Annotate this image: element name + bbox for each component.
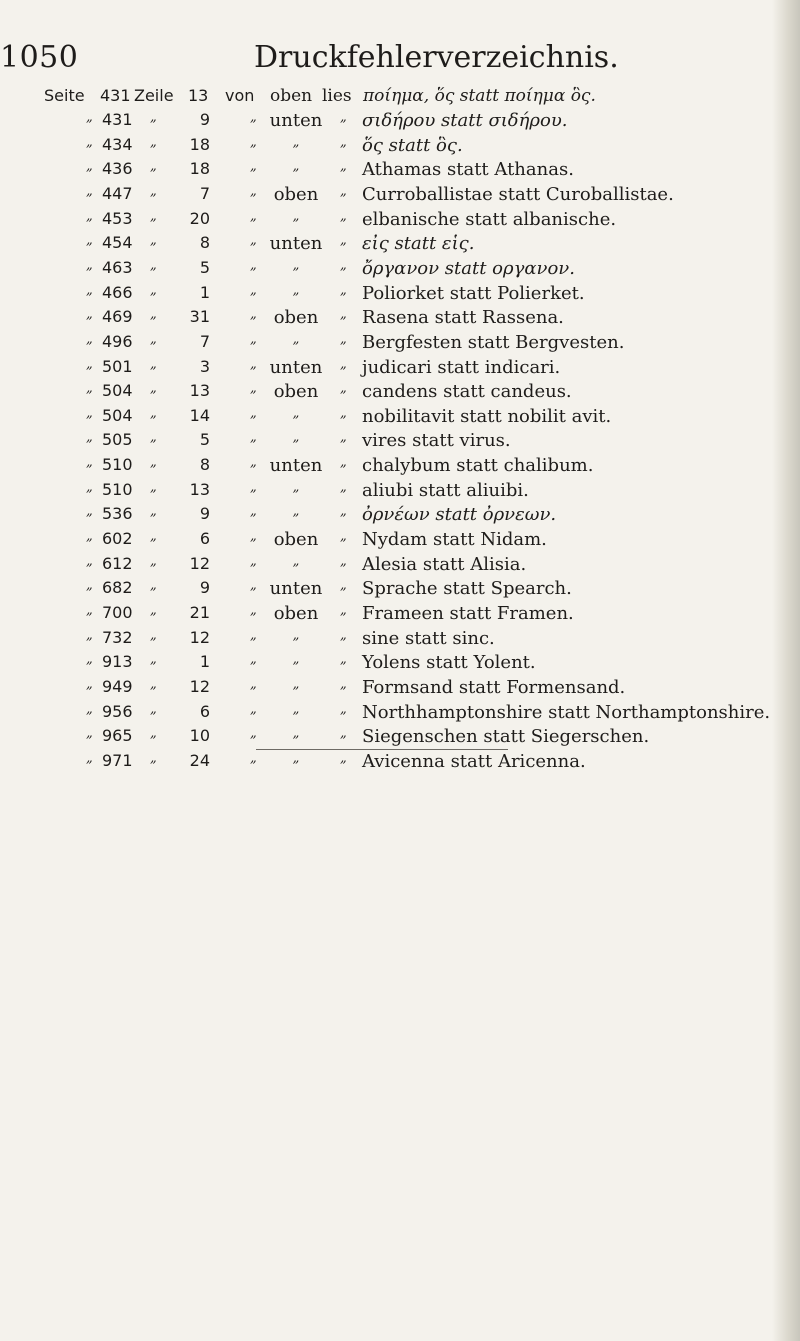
ditto-lies: „ (340, 110, 347, 125)
row-page: 971 (102, 750, 133, 770)
errata-row (0, 357, 800, 381)
ditto-zeile: „ (150, 455, 157, 471)
row-page: 536 (102, 504, 133, 524)
ditto-von: „ (250, 282, 257, 298)
row-correction: Avicenna statt Aricenna. (362, 750, 586, 772)
ditto-lies: „ (340, 603, 347, 618)
row-position: „ (292, 627, 300, 643)
ditto-lies: „ (340, 750, 347, 766)
row-page: 447 (102, 183, 133, 203)
ditto-zeile: „ (150, 430, 157, 446)
row-line: 18 (189, 159, 210, 179)
ditto-von: „ (250, 110, 257, 125)
row-line: 5 (199, 257, 210, 277)
row-page: 956 (102, 701, 133, 721)
row-correction: Northhamptonshire statt Northamptonshire. (362, 701, 771, 723)
ditto-zeile: „ (150, 208, 157, 224)
ditto-zeile: „ (150, 627, 157, 643)
ditto-seite: „ (86, 159, 93, 175)
header-von: von (225, 86, 255, 105)
running-title: Druckfehlerverzeichnis. (254, 40, 619, 75)
row-line: 12 (189, 676, 210, 696)
errata-row (0, 381, 800, 405)
row-position: oben (273, 603, 319, 624)
row-position: „ (292, 405, 300, 421)
ditto-lies: „ (340, 726, 347, 742)
row-page: 732 (102, 627, 133, 647)
row-position: „ (292, 701, 300, 717)
row-position: „ (292, 504, 300, 520)
ditto-seite: „ (86, 110, 93, 125)
header-zeile-number: 13 (188, 86, 209, 105)
errata-row (0, 628, 800, 652)
ditto-lies: „ (340, 331, 347, 347)
ditto-seite: „ (86, 750, 93, 766)
ditto-von: „ (250, 479, 257, 495)
row-page: 453 (102, 208, 133, 228)
header-zeile: Zeile (134, 86, 174, 105)
row-line: 1 (199, 652, 210, 672)
errata-row (0, 702, 800, 726)
ditto-zeile: „ (150, 701, 157, 717)
ditto-lies: „ (340, 701, 347, 717)
end-rule (256, 749, 508, 750)
errata-row (0, 233, 800, 257)
ditto-seite: „ (86, 134, 93, 150)
errata-row (0, 184, 800, 208)
row-page: 469 (102, 307, 133, 327)
row-page: 501 (102, 356, 133, 376)
row-position: unten (269, 455, 323, 477)
errata-row (0, 110, 800, 134)
ditto-zeile: „ (150, 159, 157, 175)
row-line: 7 (199, 183, 210, 203)
ditto-von: „ (250, 405, 257, 421)
table-header-row (0, 86, 800, 110)
row-page: 431 (102, 110, 133, 129)
row-position: „ (292, 553, 300, 569)
ditto-seite: „ (86, 381, 93, 397)
row-correction: judicari statt indicari. (362, 356, 561, 378)
row-line: 20 (189, 208, 210, 228)
row-correction: Frameen statt Framen. (362, 603, 574, 624)
ditto-seite: „ (86, 603, 93, 618)
row-page: 466 (102, 282, 133, 302)
ditto-von: „ (250, 726, 257, 742)
row-line: 7 (199, 331, 210, 351)
ditto-zeile: „ (150, 381, 157, 397)
ditto-lies: „ (340, 356, 347, 372)
row-line: 13 (189, 381, 210, 401)
errata-row (0, 159, 800, 183)
row-correction: Siegenschen statt Siegerschen. (362, 726, 650, 748)
ditto-von: „ (250, 430, 257, 446)
row-page: 612 (102, 553, 133, 573)
errata-row (0, 726, 800, 750)
ditto-von: „ (250, 257, 257, 273)
ditto-seite: „ (86, 405, 93, 421)
ditto-zeile: „ (150, 578, 157, 594)
ditto-von: „ (250, 652, 257, 668)
ditto-zeile: „ (150, 282, 157, 298)
row-position: unten (269, 110, 323, 131)
ditto-seite: „ (86, 701, 93, 717)
row-line: 8 (199, 233, 210, 253)
row-correction: Rasena statt Rassena. (362, 307, 564, 329)
ditto-von: „ (250, 331, 257, 347)
errata-row (0, 480, 800, 504)
ditto-von: „ (250, 307, 257, 323)
ditto-lies: „ (340, 578, 347, 594)
row-page: 700 (102, 603, 133, 622)
row-line: 9 (199, 110, 210, 129)
header-seite: Seite (44, 86, 85, 105)
ditto-lies: „ (340, 134, 347, 150)
errata-row (0, 307, 800, 331)
row-correction: Athamas statt Athanas. (362, 159, 574, 181)
errata-row (0, 652, 800, 676)
ditto-lies: „ (340, 627, 347, 643)
ditto-seite: „ (86, 652, 93, 668)
row-position: „ (292, 750, 300, 766)
row-page: 504 (102, 381, 133, 401)
row-page: 505 (102, 430, 133, 450)
row-page: 504 (102, 405, 133, 425)
errata-row (0, 504, 800, 528)
ditto-seite: „ (86, 208, 93, 224)
row-position: oben (273, 381, 319, 403)
row-position: „ (292, 479, 300, 495)
row-page: 682 (102, 578, 133, 598)
ditto-von: „ (250, 183, 257, 199)
ditto-von: „ (250, 208, 257, 224)
row-line: 6 (199, 529, 210, 549)
errata-row (0, 603, 800, 627)
ditto-seite: „ (86, 307, 93, 323)
ditto-zeile: „ (150, 676, 157, 692)
ditto-zeile: „ (150, 553, 157, 569)
row-correction: Alesia statt Alisia. (362, 553, 527, 575)
ditto-lies: „ (340, 455, 347, 471)
ditto-seite: „ (86, 430, 93, 446)
ditto-seite: „ (86, 627, 93, 643)
row-position: oben (273, 529, 319, 551)
ditto-von: „ (250, 578, 257, 594)
row-correction: Formsand statt Formensand. (362, 676, 626, 698)
ditto-zeile: „ (150, 331, 157, 347)
header-seite-number: 431 (100, 86, 131, 105)
ditto-lies: „ (340, 257, 347, 273)
row-position: „ (292, 726, 300, 742)
ditto-zeile: „ (150, 479, 157, 495)
ditto-von: „ (250, 356, 257, 372)
ditto-seite: „ (86, 282, 93, 298)
row-correction: elbanische statt albanische. (362, 208, 617, 230)
row-correction: σιδήρου statt σιδήρου. (362, 110, 568, 131)
row-line: 6 (199, 701, 210, 721)
row-position: „ (292, 257, 300, 273)
ditto-von: „ (250, 701, 257, 717)
row-page: 602 (102, 529, 133, 549)
row-page: 434 (102, 134, 133, 154)
ditto-zeile: „ (150, 405, 157, 421)
header-lies: lies (322, 86, 352, 106)
row-position: unten (269, 578, 323, 600)
row-position: „ (292, 430, 300, 446)
ditto-von: „ (250, 750, 257, 766)
errata-row (0, 578, 800, 602)
ditto-zeile: „ (150, 134, 157, 150)
row-page: 436 (102, 159, 133, 179)
row-correction: candens statt candeus. (362, 381, 572, 403)
row-line: 12 (189, 553, 210, 573)
ditto-lies: „ (340, 529, 347, 545)
ditto-zeile: „ (150, 110, 157, 125)
ditto-lies: „ (340, 479, 347, 495)
row-position: „ (292, 331, 300, 347)
ditto-lies: „ (340, 553, 347, 569)
errata-row (0, 406, 800, 430)
ditto-seite: „ (86, 726, 93, 742)
ditto-lies: „ (340, 405, 347, 421)
ditto-zeile: „ (150, 652, 157, 668)
ditto-zeile: „ (150, 183, 157, 199)
ditto-zeile: „ (150, 750, 157, 766)
ditto-von: „ (250, 159, 257, 175)
row-correction: nobilitavit statt nobilit avit. (362, 405, 612, 427)
ditto-lies: „ (340, 504, 347, 520)
header-position: oben (270, 86, 313, 106)
row-correction: Sprache statt Spearch. (362, 578, 572, 600)
row-position: „ (292, 134, 300, 150)
row-correction: Curroballistae statt Curoballistae. (362, 183, 674, 205)
ditto-seite: „ (86, 578, 93, 594)
row-page: 510 (102, 455, 133, 475)
row-line: 24 (189, 750, 210, 770)
row-page: 949 (102, 676, 133, 696)
page-number: 1050 (0, 40, 79, 75)
errata-row (0, 677, 800, 701)
ditto-seite: „ (86, 183, 93, 199)
errata-row (0, 209, 800, 233)
row-line: 10 (189, 726, 210, 746)
row-correction: ὀρνέων statt ὀρνεων. (362, 504, 557, 526)
ditto-lies: „ (340, 282, 347, 298)
ditto-lies: „ (340, 208, 347, 224)
ditto-zeile: „ (150, 504, 157, 520)
ditto-zeile: „ (150, 257, 157, 273)
row-line: 12 (189, 627, 210, 647)
ditto-seite: „ (86, 233, 93, 249)
row-page: 510 (102, 479, 133, 499)
ditto-von: „ (250, 504, 257, 520)
ditto-zeile: „ (150, 726, 157, 742)
ditto-lies: „ (340, 652, 347, 668)
errata-row (0, 258, 800, 282)
row-line: 13 (189, 479, 210, 499)
ditto-zeile: „ (150, 356, 157, 372)
ditto-lies: „ (340, 183, 347, 199)
row-page: 913 (102, 652, 133, 672)
row-position: oben (273, 183, 319, 205)
ditto-von: „ (250, 455, 257, 471)
row-position: „ (292, 282, 300, 298)
ditto-lies: „ (340, 307, 347, 323)
errata-row (0, 430, 800, 454)
row-line: 31 (189, 307, 210, 327)
errata-row (0, 751, 800, 775)
ditto-lies: „ (340, 159, 347, 175)
row-line: 9 (199, 578, 210, 598)
row-correction: εἰς statt εἱς. (362, 233, 475, 255)
row-correction: vires statt virus. (362, 430, 511, 452)
row-correction: sine statt sinc. (362, 627, 495, 649)
row-line: 1 (199, 282, 210, 302)
ditto-von: „ (250, 233, 257, 249)
row-position: „ (292, 652, 300, 668)
row-correction: ὄργανον statt οργανον. (362, 257, 575, 279)
ditto-lies: „ (340, 381, 347, 397)
ditto-zeile: „ (150, 603, 157, 618)
errata-row (0, 554, 800, 578)
errata-row (0, 283, 800, 307)
ditto-seite: „ (86, 504, 93, 520)
row-line: 3 (199, 356, 210, 376)
ditto-lies: „ (340, 676, 347, 692)
ditto-seite: „ (86, 257, 93, 273)
row-page: 454 (102, 233, 133, 253)
ditto-von: „ (250, 529, 257, 545)
row-line: 9 (199, 504, 210, 524)
row-page: 496 (102, 331, 133, 351)
row-line: 14 (189, 405, 210, 425)
ditto-seite: „ (86, 529, 93, 545)
ditto-von: „ (250, 134, 257, 150)
row-line: 21 (189, 603, 210, 622)
ditto-seite: „ (86, 356, 93, 372)
ditto-von: „ (250, 553, 257, 569)
row-position: „ (292, 159, 300, 175)
row-correction: Nydam statt Nidam. (362, 529, 547, 551)
row-correction: Poliorket statt Polierket. (362, 282, 585, 304)
ditto-seite: „ (86, 479, 93, 495)
row-correction: ὅς statt ὃς. (362, 134, 463, 156)
row-correction: chalybum statt chalibum. (362, 455, 594, 477)
ditto-von: „ (250, 676, 257, 692)
ditto-lies: „ (340, 430, 347, 446)
ditto-seite: „ (86, 455, 93, 471)
ditto-von: „ (250, 603, 257, 618)
row-line: 18 (189, 134, 210, 154)
ditto-lies: „ (340, 233, 347, 249)
ditto-seite: „ (86, 331, 93, 347)
header-correction: ποίημα, ὅς statt ποίημα ὃς. (363, 86, 596, 106)
ditto-seite: „ (86, 676, 93, 692)
row-line: 5 (199, 430, 210, 450)
ditto-von: „ (250, 627, 257, 643)
ditto-seite: „ (86, 553, 93, 569)
row-position: „ (292, 676, 300, 692)
row-page: 965 (102, 726, 133, 746)
row-position: oben (273, 307, 319, 329)
row-correction: aliubi statt aliuibi. (362, 479, 529, 501)
ditto-von: „ (250, 381, 257, 397)
row-correction: Yolens statt Yolent. (362, 652, 536, 674)
row-line: 8 (199, 455, 210, 475)
ditto-zeile: „ (150, 233, 157, 249)
ditto-zeile: „ (150, 307, 157, 323)
row-position: unten (269, 356, 323, 378)
row-correction: Bergfesten statt Bergvesten. (362, 331, 625, 353)
errata-row (0, 529, 800, 553)
row-position: „ (292, 208, 300, 224)
errata-row (0, 455, 800, 479)
ditto-zeile: „ (150, 529, 157, 545)
row-position: unten (269, 233, 323, 255)
errata-row (0, 332, 800, 356)
errata-row (0, 135, 800, 159)
row-page: 463 (102, 257, 133, 277)
